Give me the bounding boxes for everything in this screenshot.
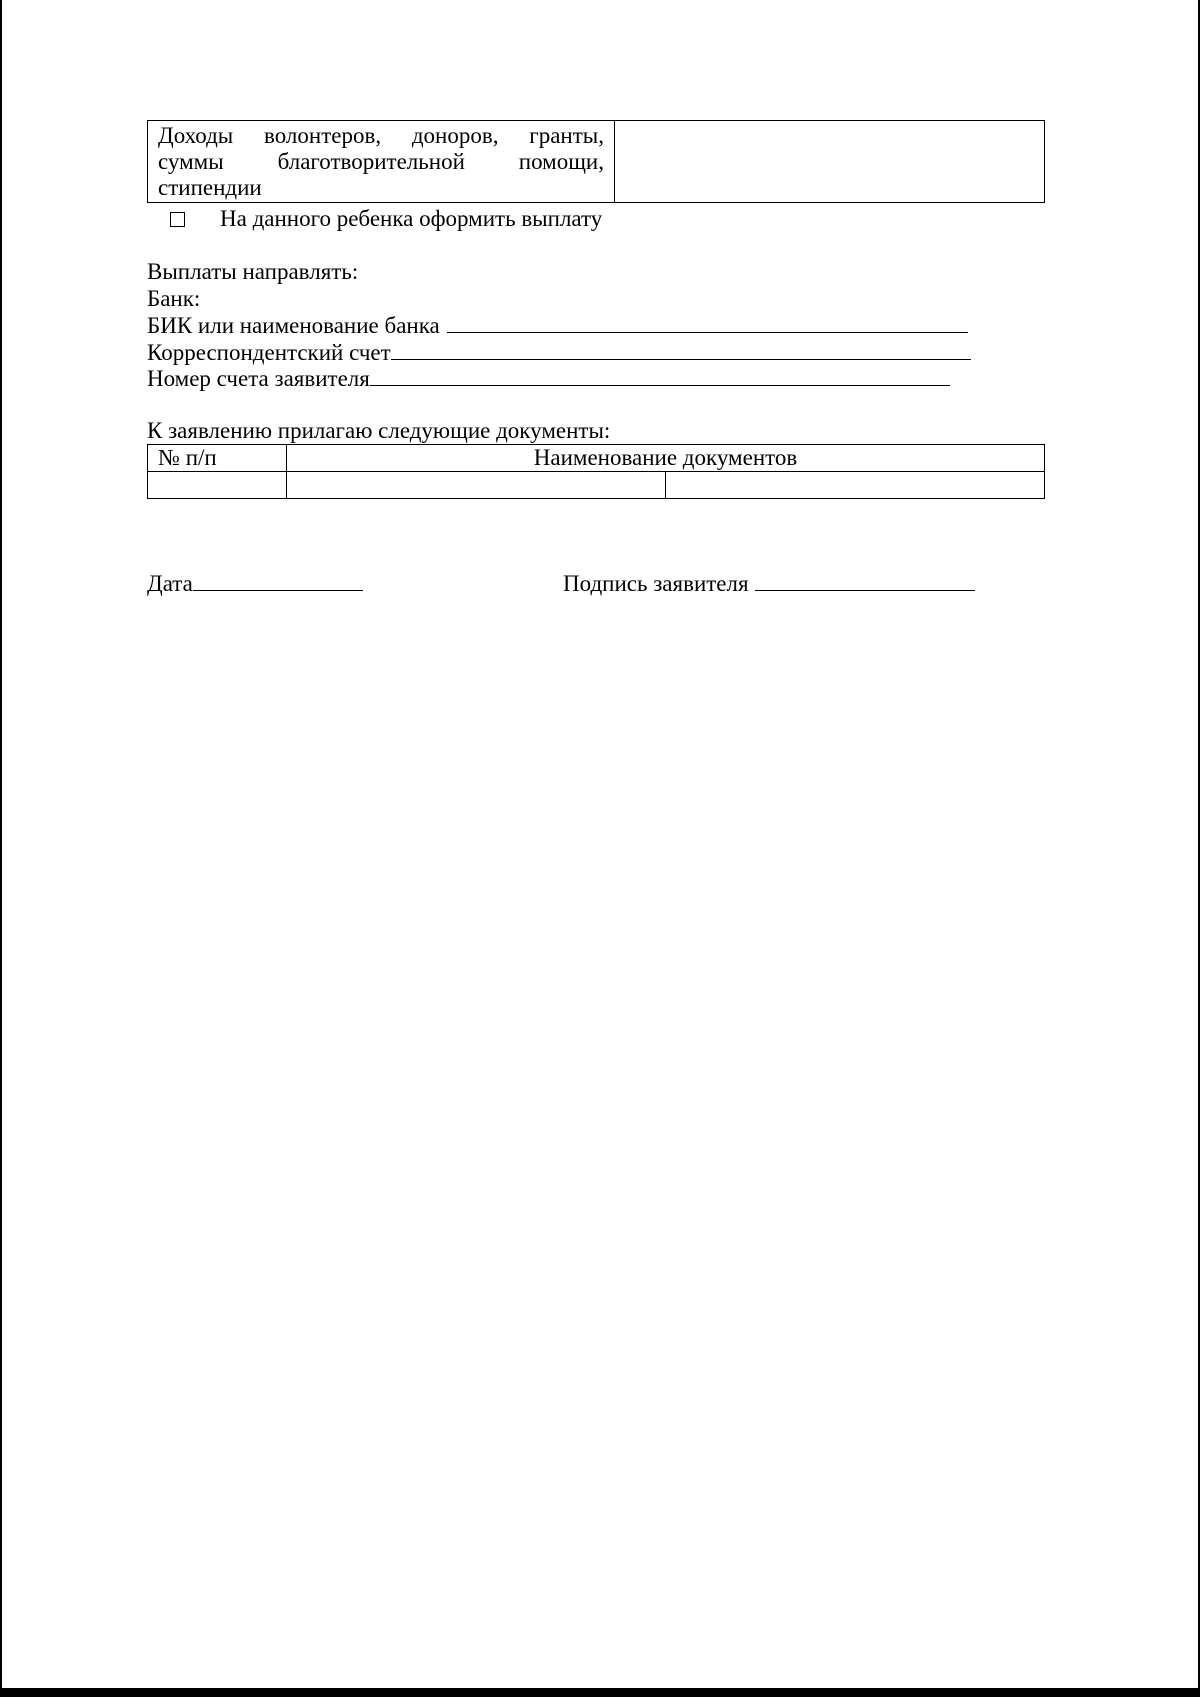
- date-label: Дата: [147, 571, 193, 596]
- bik-field[interactable]: [447, 312, 968, 333]
- corr-account-field[interactable]: [391, 339, 971, 360]
- income-label-line-1: [158, 123, 604, 149]
- income-label-word: помощи,: [518, 149, 604, 174]
- income-table: [147, 120, 1045, 203]
- payment-details: [147, 259, 1045, 392]
- child-payment-option: [147, 205, 1045, 233]
- bank-label: Банк:: [147, 285, 201, 311]
- page-border-bottom: [0, 1688, 1200, 1697]
- date-field[interactable]: [193, 570, 363, 591]
- form-content: [147, 120, 1045, 499]
- signature-label: Подпись заявителя: [563, 571, 749, 596]
- income-label-word: доноров,: [411, 123, 499, 148]
- income-row: [148, 121, 1045, 203]
- column-header-number: № п/п: [148, 444, 287, 471]
- signature-field[interactable]: [755, 570, 975, 591]
- income-label-word: Доходы: [158, 123, 234, 148]
- income-label-line-3: [158, 175, 604, 201]
- corr-account-line: [147, 339, 1045, 366]
- payments-heading: Выплаты направлять:: [147, 259, 359, 284]
- income-label-word: стипендии: [158, 175, 262, 200]
- income-label-word: волонтеров,: [264, 123, 382, 148]
- signature-block: [563, 570, 975, 597]
- income-label-word: гранты,: [529, 123, 604, 148]
- signature-row: [147, 570, 1045, 598]
- income-label-cell: [148, 121, 615, 203]
- documents-table: [147, 444, 1045, 499]
- income-label-word: благотворительной: [277, 149, 465, 174]
- bik-line: [147, 312, 1045, 339]
- account-label: Номер счета заявителя: [147, 366, 370, 391]
- account-line: [147, 365, 1045, 392]
- child-payment-checkbox[interactable]: [170, 212, 185, 227]
- page-border-left: [0, 0, 2, 1697]
- corr-account-label: Корреспондентский счет: [147, 339, 391, 365]
- table-row: [148, 471, 1045, 498]
- document-name-cell[interactable]: [287, 471, 666, 498]
- account-field[interactable]: [370, 365, 950, 386]
- documents-header-row: [148, 444, 1045, 471]
- income-label-word: суммы: [158, 149, 224, 174]
- documents-heading: К заявлению прилагаю следующие документы:: [147, 417, 611, 443]
- document-extra-cell[interactable]: [666, 471, 1045, 498]
- document-number-cell[interactable]: [148, 471, 287, 498]
- child-payment-label: На данного ребенка оформить выплату: [220, 206, 603, 231]
- income-label-line-2: [158, 149, 604, 175]
- income-value-cell[interactable]: [615, 121, 1045, 203]
- column-header-name: Наименование документов: [287, 444, 1045, 471]
- bik-label: БИК или наименование банка: [147, 313, 440, 338]
- date-block: [147, 570, 363, 597]
